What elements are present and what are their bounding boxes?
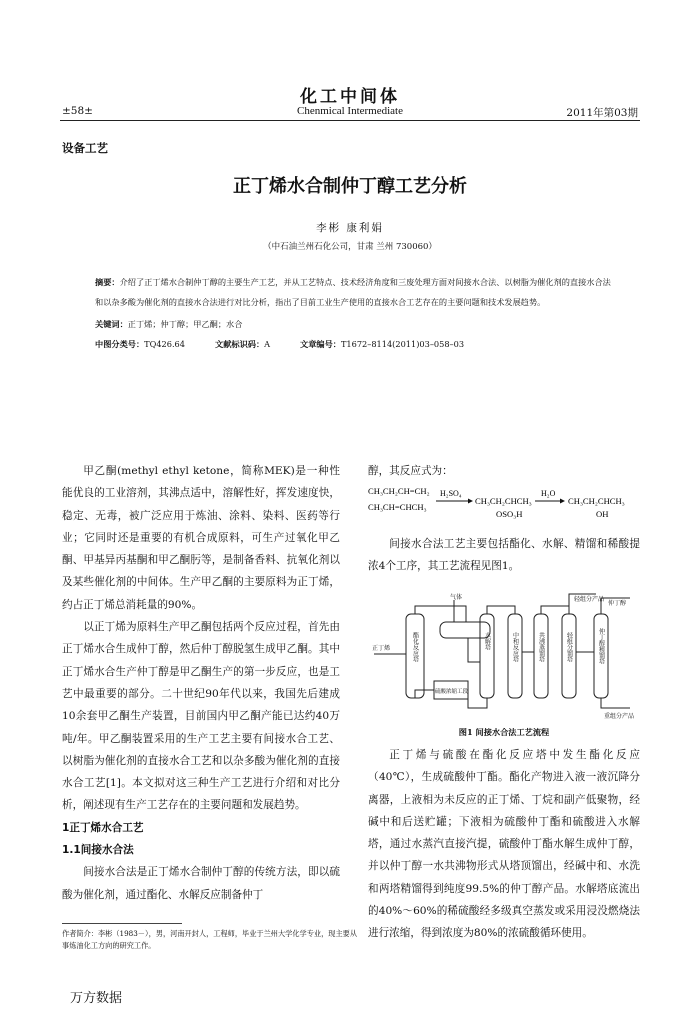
- abstract-label: 摘要：: [95, 277, 120, 287]
- eq-arrow-head-2: [560, 499, 565, 504]
- body-right-process-intro: [368, 533, 640, 578]
- paragraph: 正丁烯与硫酸在酯化反应塔中发生酯化反应（40℃），生成硫酸仲丁酯。酯化产物进入液一液沉降分离器，上液相为未反应的正丁烯、丁烷和副产低聚物，经碱中和后送贮罐；下液相为硫酸仲丁酯和硫酸进入水解塔，通过水蒸汽直接汽提，硫酸仲丁酯水解生成仲丁醇，并以仲丁醇一水共沸物形式从塔顶馏出，经碱中和、水洗和两塔精馏得到纯度99.5%的仲丁醇产品。水解塔底流出的40%～60%的稀硫酸经多级真空蒸发或采用浸没燃烧法进行浓缩，得到浓度为80%的浓硫酸循环使用。: [368, 749, 640, 940]
- acid-line: [468, 698, 487, 708]
- article-label: 文章编号：: [300, 339, 341, 349]
- body-right-intro: [368, 460, 640, 482]
- body-left-column: [62, 460, 340, 906]
- keywords: [95, 319, 242, 330]
- process-flow-figure: [368, 592, 640, 722]
- label-column-3: 中和反应塔: [511, 632, 519, 662]
- doc-label: 文献标识码：: [215, 339, 265, 349]
- keywords-label: 关键词：: [95, 319, 128, 329]
- reaction-equation: [368, 482, 640, 527]
- article-number: [300, 339, 464, 350]
- eq-reagent-1: H₂SO₄: [440, 489, 462, 498]
- line-1: [415, 606, 466, 622]
- label-column-5: 轻组分馏塔: [565, 632, 573, 662]
- line-5: [541, 606, 569, 614]
- column-hydrolysis: [480, 614, 494, 698]
- issue-label: 2011年第03期: [566, 107, 638, 119]
- affiliation: （中石油兰州石化公司，甘肃 兰州 730060）: [263, 242, 437, 252]
- label-product: 仲丁醇: [608, 600, 627, 607]
- eq-product-sub: OH: [596, 509, 609, 519]
- label-acid-concentration: 硫酸浓缩工段: [435, 689, 469, 695]
- doc-code: [215, 339, 270, 350]
- article-title: 正丁烯水合制仲丁醇工艺分析: [233, 176, 467, 197]
- label-feed: 正丁烯: [372, 645, 391, 652]
- abstract: [95, 272, 615, 312]
- eq-product: CH₃CH₂CHCH₃: [568, 496, 625, 506]
- clc-value: TQ426.64: [144, 339, 185, 349]
- eq-reactant-1: CH₃CH₂CH=CH₂: [368, 486, 430, 496]
- subsection-heading: 1.1间接水合法: [62, 844, 134, 857]
- eq-intermediate-sub: OSO₃H: [496, 509, 523, 519]
- label-column-6: 仲丁醇精馏塔: [597, 628, 605, 664]
- authors: 李彬 康利娟: [316, 222, 384, 234]
- heavy-line: [601, 698, 630, 708]
- label-heavy-product: 重组分产品: [604, 713, 635, 720]
- label-gas: 气体: [450, 594, 463, 601]
- line-2: [468, 638, 480, 662]
- header-rule: [60, 120, 640, 121]
- clc-label: 中图分类号：: [95, 339, 145, 349]
- settler-drum: [440, 622, 490, 638]
- paragraph: 间接水合法是正丁烯水合制仲丁醇的传统方法，即以硫酸为催化剂，通过酯化、水解反应制备仲丁: [62, 866, 340, 901]
- label-column-1: 酯化反应塔: [411, 632, 419, 662]
- footnote-rule: [62, 923, 182, 924]
- label-column-2: 水解塔: [483, 632, 491, 650]
- section-heading: 1正丁烯水合工艺: [62, 821, 144, 834]
- doc-value: A: [264, 339, 271, 349]
- body-right-column: [368, 744, 640, 945]
- label-column-4: 共沸蒸馏塔: [537, 632, 545, 662]
- paragraph: 甲乙酮(methyl ethyl ketone，简称MEK)是一种性能优良的工业溶剂，其沸点适中，溶解性好，挥发速度快，稳定、无毒，被广泛应用于炼油、涂料、染料、医药等行业；它同时还是重要的有机合成原料，可生产过氧化甲乙酮、甲基异丙基酮和甲乙酮肟等，是制备香料、抗氧化剂以及某些催化剂的中间体。生产甲乙酮的主要原料为正丁烯，约占正丁烯总消耗量的90%。: [62, 465, 340, 611]
- paragraph: 醇，其反应式为：: [368, 465, 453, 477]
- section-tag: 设备工艺: [62, 141, 108, 155]
- label-light-product: 轻组分产品: [574, 596, 605, 603]
- author-footnote: 作者简介：李彬（1983－），男，河南开封人，工程师，毕业于兰州大学化学专业，现主要从事炼油化工方向的研究工作。: [62, 929, 358, 950]
- article-value: T1672–8114(2011)03–058–03: [340, 339, 465, 349]
- eq-arrow-head-1: [468, 499, 473, 504]
- clc-number: [95, 339, 185, 350]
- paragraph: 以正丁烯为原料生产甲乙酮包括两个反应过程，首先由正丁烯水合生成仲丁醇，然后仲丁醇脱氢生成甲乙酮。其中正丁烯水合生产仲丁醇是甲乙酮生产的第一步反应，也是工艺中最重要的部分。二十世纪90年代以来，我国先后建成10余套甲乙酮生产装置，目前国内甲乙酮产能已达约40万吨/年。甲乙酮装置采用的生产工艺主要有间接水合工艺、以树脂为催化剂的直接水合工艺和以杂多酸为催化剂的直接水合工艺[1]。本文拟对这三种生产工艺进行介绍和对比分析，阐述现有生产工艺存在的主要问题和发展趋势。: [62, 621, 340, 812]
- journal-english-title: Chenmical Intermediate: [297, 105, 403, 117]
- paragraph: 间接水合法工艺主要包括酯化、水解、精馏和稀酸提浓4个工序，其工艺流程见图1。: [368, 538, 640, 573]
- line-3: [487, 606, 515, 614]
- eq-reactant-2: CH₃CH=CHCH₃: [368, 502, 427, 512]
- keywords-text: 正丁烯；仲丁醇；甲乙酮；水合: [127, 319, 243, 329]
- page-number: ±58±: [62, 105, 93, 117]
- eq-reagent-2: H₂O: [541, 489, 556, 498]
- abstract-text: 介绍了正丁烯水合制仲丁醇的主要生产工艺，并从工艺特点、技术经济角度和三废处理方面对间接水合法、以树脂为催化剂的直接水合法和以杂多酸为催化剂的直接水合法进行对比分析，指出了目前工业生产使用的直接水合工艺存在的主要问题和技术发展趋势。: [95, 277, 611, 307]
- figure-caption: 图1 间接水合法工艺流程: [458, 727, 550, 737]
- watermark: 万方数据: [70, 991, 123, 1006]
- eq-intermediate: CH₃CH₂CHCH₃: [475, 496, 532, 506]
- journal-title: 化工中间体: [300, 87, 400, 107]
